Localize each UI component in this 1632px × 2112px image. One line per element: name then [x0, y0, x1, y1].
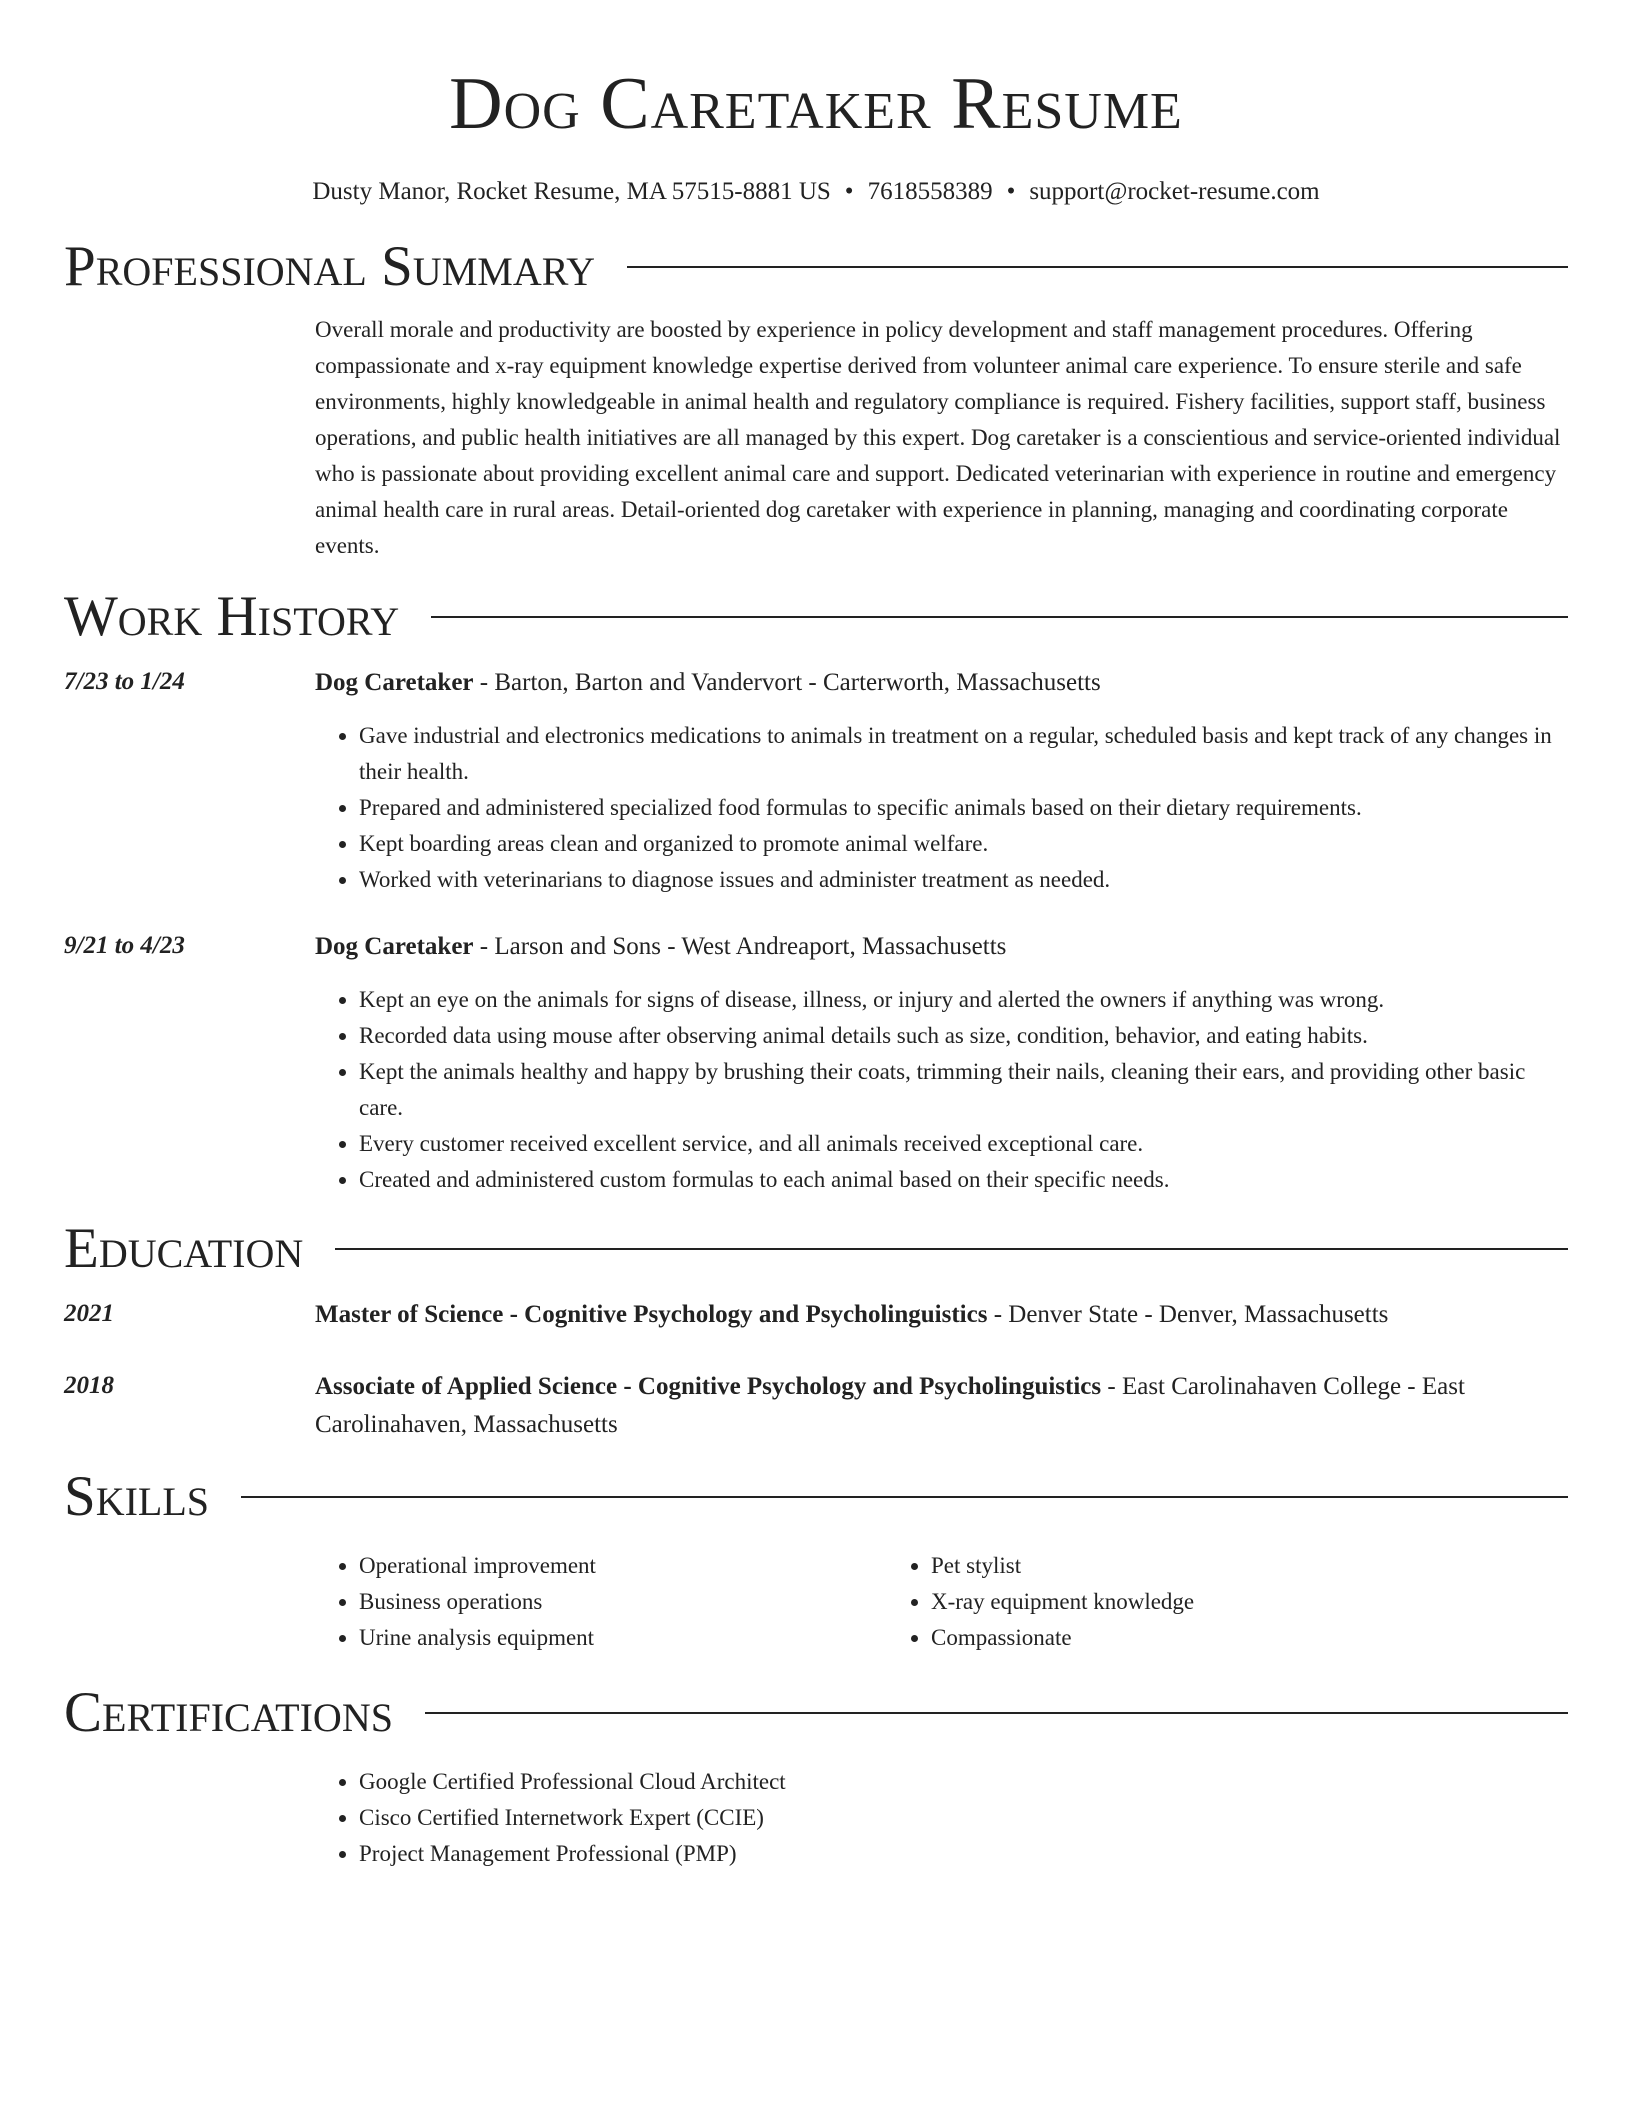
work-dates: 7/23 to 1/24: [64, 668, 185, 695]
certifications-heading: Certifications: [64, 1681, 393, 1744]
resume-title: Dog Caretaker Resume: [449, 63, 1183, 145]
list-item: • Kept an eye on the animals for signs of disease, illness, or injury and alerted the owners if anything was wrong.: [359, 982, 1568, 1018]
contact-line: [64, 174, 1568, 210]
education-entry: [64, 1296, 1568, 1334]
list-item: • Worked with veterinarians to diagnose issues and administer treatment as needed.: [359, 862, 1568, 898]
contact-separator: •: [1006, 178, 1016, 205]
certification-item: • Project Management Professional (PMP): [359, 1836, 1568, 1872]
work-entry-body: [315, 928, 1568, 1198]
skill-item: • Operational improvement: [359, 1548, 887, 1584]
work-bullets: [315, 982, 1568, 1198]
skill-item: • X-ray equipment knowledge: [931, 1584, 1459, 1620]
certification-item: • Cisco Certified Internetwork Expert (CCIE): [359, 1800, 1568, 1836]
work-heading: Work History: [64, 585, 400, 648]
degree: Associate of Applied Science - Cognitive Psychology and Psycholinguistics: [315, 1373, 1102, 1400]
skills-section-header: [64, 1464, 1568, 1530]
job-title: Dog Caretaker: [315, 669, 474, 696]
skill-item: • Business operations: [359, 1584, 887, 1620]
education-details: - East Carolinahaven College - East Carolinahaven, Massachusetts: [315, 1373, 1465, 1438]
work-heading-line: [315, 928, 1568, 966]
education-year: 2018: [64, 1372, 114, 1399]
certifications-list: [315, 1764, 1568, 1872]
education-details: - Denver State - Denver, Massachusetts: [987, 1301, 1389, 1328]
degree: Master of Science - Cognitive Psychology and Psycholinguistics: [315, 1301, 988, 1328]
education-section-header: [64, 1216, 1568, 1282]
education-heading: Education: [64, 1217, 304, 1280]
work-entry-body: [315, 664, 1568, 898]
certification-item: • Google Certified Professional Cloud Architect: [359, 1764, 1568, 1800]
list-item: • Prepared and administered specialized food formulas to specific animals based on their dietary requirements.: [359, 790, 1568, 826]
work-entry: [64, 928, 1568, 1198]
work-heading-line: [315, 664, 1568, 702]
summary-heading: Professional Summary: [64, 235, 596, 298]
contact-email: support@rocket-resume.com: [1029, 178, 1320, 205]
certifications-section-header: [64, 1680, 1568, 1746]
section-divider: [627, 266, 1568, 268]
summary-text: Overall morale and productivity are boosted by experience in policy development and staff management procedures. Offering compassionate and x-ray equipment knowledge expertise derived from volunteer animal care experience. To ensure sterile and safe environments, highly knowledgeable in animal health and regulatory compliance is required. Fishery facilities, support staff, business operations, and public health initiatives are all managed by this expert. Dog caretaker is a conscientious and service-oriented individual who is passionate about providing excellent animal care and support. Dedicated veterinarian with experience in routine and emergency animal health care in rural areas. Detail-oriented dog caretaker with experience in planning, managing and coordinating corporate events.: [315, 317, 1561, 558]
contact-phone: 7618558389: [867, 178, 993, 205]
skill-item: • Urine analysis equipment: [359, 1620, 887, 1656]
education-entry-body: [315, 1368, 1568, 1444]
contact-separator: •: [844, 178, 854, 205]
work-bullets: [315, 718, 1568, 898]
list-item: • Every customer received excellent service, and all animals received exceptional care.: [359, 1126, 1568, 1162]
list-item: • Created and administered custom formulas to each animal based on their specific needs.: [359, 1162, 1568, 1198]
skills-column-right: [887, 1548, 1459, 1656]
skill-item: • Compassionate: [931, 1620, 1459, 1656]
list-item: • Recorded data using mouse after observing animal details such as size, condition, behavior, and eating habits.: [359, 1018, 1568, 1054]
work-section-header: [64, 584, 1568, 650]
work-entry: [64, 664, 1568, 898]
section-divider: [241, 1496, 1568, 1498]
section-divider: [335, 1248, 1568, 1250]
list-item: • Kept the animals healthy and happy by brushing their coats, trimming their nails, cleaning their ears, and providing other basic care.: [359, 1054, 1568, 1126]
work-dates: 9/21 to 4/23: [64, 932, 185, 959]
education-year: 2021: [64, 1300, 114, 1327]
summary-section-header: [64, 234, 1568, 300]
list-item: • Gave industrial and electronics medications to animals in treatment on a regular, scheduled basis and kept track of any changes in their health.: [359, 718, 1568, 790]
skills-grid: [315, 1548, 1568, 1656]
skills-column-left: [315, 1548, 887, 1656]
job-details: - Barton, Barton and Vandervort - Carterworth, Massachusetts: [473, 669, 1101, 696]
section-divider: [425, 1712, 1568, 1714]
education-entry-body: [315, 1296, 1568, 1334]
job-details: - Larson and Sons - West Andreaport, Massachusetts: [473, 933, 1007, 960]
education-entry: [64, 1368, 1568, 1444]
skills-heading: Skills: [64, 1465, 210, 1528]
section-divider: [431, 616, 1568, 618]
contact-address: Dusty Manor, Rocket Resume, MA 57515-8881 US: [312, 178, 831, 205]
job-title: Dog Caretaker: [315, 933, 474, 960]
skill-item: • Pet stylist: [931, 1548, 1459, 1584]
list-item: • Kept boarding areas clean and organized to promote animal welfare.: [359, 826, 1568, 862]
